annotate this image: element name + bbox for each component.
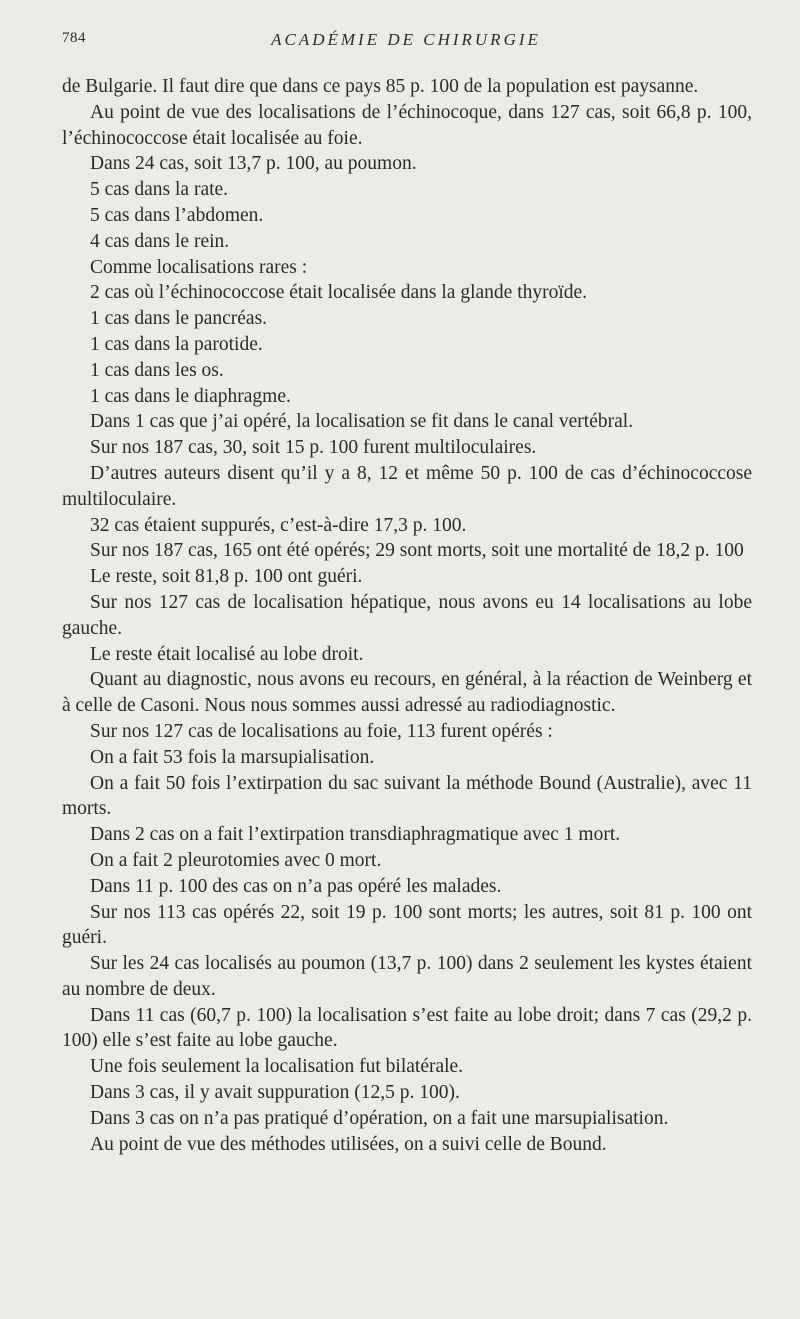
page-number: 784 [62, 30, 86, 46]
paragraph: Une fois seulement la localisation fut bilatérale. [90, 1056, 464, 1078]
paragraph: Au point de vue des localisations de l’échinocoque, dans 127 cas, soit 66,8 p. 100, l’échinococcose était localisée au foie. [62, 101, 752, 149]
paragraph: Dans 3 cas on n’a pas pratiqué d’opération, on a fait une marsupialisation. [90, 1107, 669, 1129]
paragraph: Quant au diagnostic, nous avons eu recours, en général, à la réaction de Weinberg et à celle de Casoni. Nous nous sommes aussi adressé au radiodiagnostic. [62, 669, 752, 717]
paragraph: Dans 11 p. 100 des cas on n’a pas opéré les malades. [90, 875, 502, 897]
paragraph: 1 cas dans les os. [90, 359, 224, 381]
paragraph: On a fait 53 fois la marsupialisation. [90, 746, 375, 768]
paragraph: 32 cas étaient suppurés, c’est-à-dire 17,3 p. 100. [90, 514, 467, 536]
paragraph: Sur les 24 cas localisés au poumon (13,7 p. 100) dans 2 seulement les kystes étaient au nombre de deux. [62, 953, 752, 1000]
paragraph: Sur nos 127 cas de localisations au foie, 113 furent opérés : [90, 720, 553, 742]
paragraph: Le reste, soit 81,8 p. 100 ont guéri. [90, 566, 363, 588]
body-text [62, 74, 752, 1157]
paragraph: Comme localisations rares : [90, 256, 308, 278]
paragraph: Dans 11 cas (60,7 p. 100) la localisation s’est faite au lobe droit; dans 7 cas (29,2 p. 100) elle s’est faite au lobe gauche. [62, 1004, 752, 1052]
paragraph: 1 cas dans le pancréas. [90, 308, 268, 330]
paragraph: 1 cas dans la parotide. [90, 333, 263, 355]
paragraph: On a fait 2 pleurotomies avec 0 mort. [90, 849, 382, 871]
paragraph: Sur nos 187 cas, 30, soit 15 p. 100 furent multiloculaires. [90, 437, 537, 459]
paragraph: Dans 24 cas, soit 13,7 p. 100, au poumon. [90, 153, 417, 175]
paragraph: Sur nos 113 cas opérés 22, soit 19 p. 100 sont morts; les autres, soit 81 p. 100 ont guéri. [62, 901, 752, 949]
paragraph-continuation: de Bulgarie. Il faut dire que dans ce pays 85 p. 100 de la population est paysanne. [62, 76, 699, 97]
paragraph: 5 cas dans la rate. [90, 179, 229, 201]
paragraph: 2 cas où l’échinococcose était localisée dans la glande thyroïde. [90, 282, 588, 304]
paragraph: 1 cas dans le diaphragme. [90, 385, 291, 407]
paragraph: 5 cas dans l’abdomen. [90, 204, 264, 226]
paragraph: On a fait 50 fois l’extirpation du sac suivant la méthode Bound (Australie), avec 11 morts. [62, 772, 752, 820]
paragraph: Dans 1 cas que j’ai opéré, la localisation se fit dans le canal vertébral. [90, 411, 634, 433]
running-title: ACADÉMIE DE CHIRURGIE [271, 30, 541, 49]
paragraph: Le reste était localisé au lobe droit. [90, 643, 364, 665]
paragraph: 4 cas dans le rein. [90, 230, 230, 252]
paragraph: D’autres auteurs disent qu’il y a 8, 12 et même 50 p. 100 de cas d’échinococcose multiloculaire. [62, 462, 752, 510]
paragraph: Dans 3 cas, il y avait suppuration (12,5 p. 100). [90, 1082, 460, 1104]
paragraph: Sur nos 187 cas, 165 ont été opérés; 29 sont morts, soit une mortalité de 18,2 p. 100 [90, 540, 744, 562]
paragraph: Au point de vue des méthodes utilisées, on a suivi celle de Bound. [90, 1133, 607, 1155]
page-header [62, 30, 750, 54]
paragraph: Dans 2 cas on a fait l’extirpation transdiaphragmatique avec 1 mort. [90, 824, 621, 846]
paragraph: Sur nos 127 cas de localisation hépatique, nous avons eu 14 localisations au lobe gauche. [62, 591, 752, 639]
